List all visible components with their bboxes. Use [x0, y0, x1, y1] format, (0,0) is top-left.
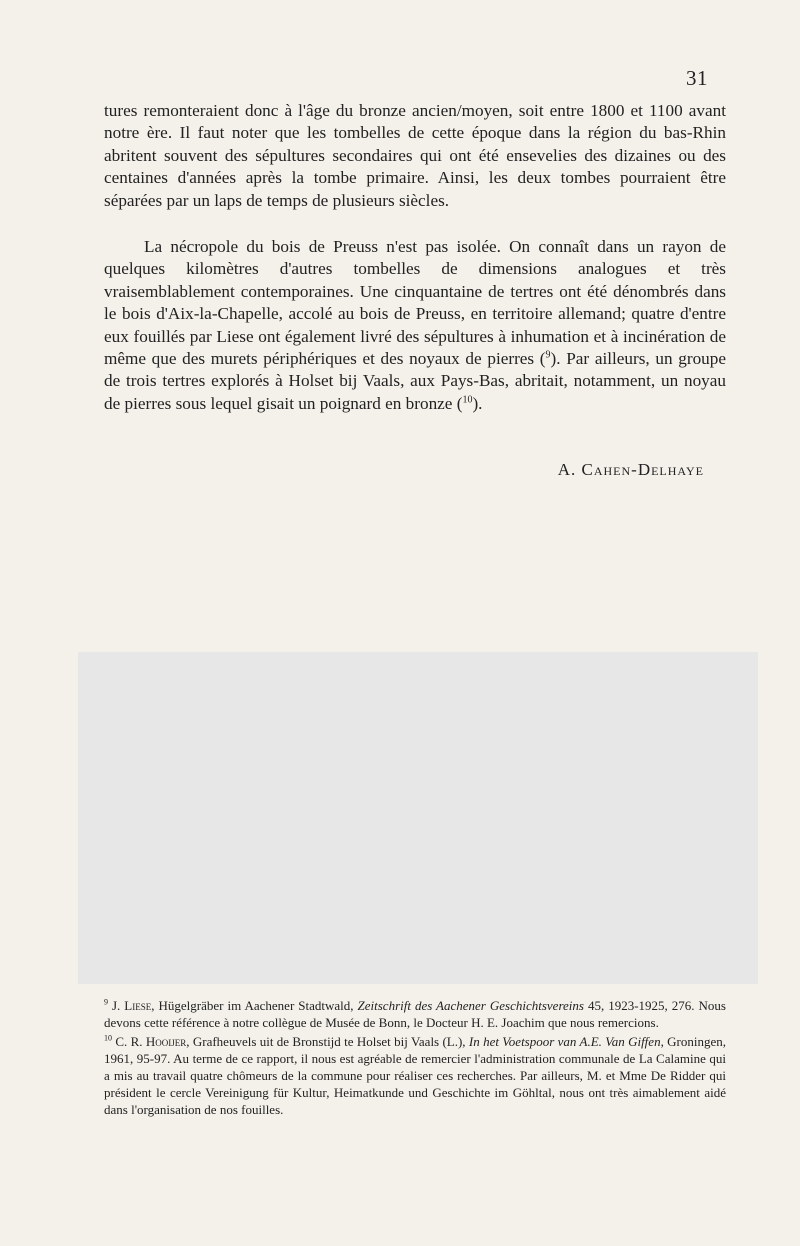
page-number: 31: [686, 66, 708, 90]
footnotes: [104, 997, 726, 1120]
paragraph-2: [104, 236, 726, 415]
paragraph-2-text-c: ).: [472, 393, 483, 413]
footnote-title: Zeitschrift des Aachener Geschichtsvereins: [357, 998, 584, 1013]
paragraph-1: tures remonteraient donc à l'âge du bronze ancien/moyen, soit entre 1800 et 1100 avant notre ère. Il faut noter que les tombelles de cette époque dans la région du bas-Rhin abritent souvent des sépultures secondaires qui ont été ensevelies des dizaines ou des centaines d'années après la tombe primaire. Ainsi, les deux tombes pourraient être séparées par un laps de temps de plusieurs siècles.: [104, 101, 726, 210]
footnote-9: [104, 997, 726, 1031]
footnote-ref-10: 10: [462, 394, 473, 406]
footnote-number: 9: [104, 997, 108, 1007]
footnote-ref-9: 9: [545, 349, 551, 361]
paragraph-2-text-b: ). Par ailleurs, un groupe de trois tertres explorés à Holset bij Vaals, aux Pays-Bas, abritait, notamment, un noyau de pierres sous lequel gisait un poignard en bronze (: [104, 349, 726, 413]
blank-plate-area: [78, 652, 758, 984]
main-text: [104, 100, 726, 415]
footnote-text: , Grafheuvels uit de Bronstijd te Holset bij Vaals (L.),: [186, 1034, 469, 1049]
footnote-author: C. R. Hooijer: [115, 1034, 187, 1049]
author-name: A. Cahen-Delhaye: [557, 460, 704, 479]
footnote-author: J. Liese: [112, 998, 152, 1013]
paragraph-2-text-a: La nécropole du bois de Preuss n'est pas isolée. On connaît dans un rayon de quelques kilomètres d'autres tombelles de dimensions analogues et très vraisemblablement contemporaines. Une cinquantaine de tertres ont été dénombrés dans le bois d'Aix-la-Chapelle, accolé au bois de Preuss, en territoire allemand; quatre d'entre eux fouillés par Liese ont également livré des sépultures à inhumation et à incinération de même que des murets périphériques et des noyaux de pierres (: [104, 237, 726, 369]
author-signature: [558, 460, 704, 480]
footnote-text: , Groningen, 1961, 95-97. Au terme de ce rapport, il nous est agréable de remercier l'administration communale de La Calamine qui a mis au travail quatre chômeurs de la commune pour réaliser ces recherches. Par ailleurs, M. et Mme De Ridder qui président le cercle Vereinigung für Kultur, Heimatkunde und Geschichte im Göhltal, nous ont très aimablement aidé dans l'organisation de nos fouilles.: [104, 1034, 727, 1117]
footnote-title: In het Voetspoor van A.E. Van Giffen: [468, 1034, 661, 1049]
footnote-text: , Hügelgräber im Aachener Stadtwald,: [151, 998, 358, 1013]
footnote-number: 10: [104, 1033, 112, 1043]
footnote-text: 45, 1923-1925, 276. Nous devons cette référence à notre collègue de Musée de Bonn, le Docteur H. E. Joachim que nous remercions.: [104, 998, 726, 1030]
footnote-10: [104, 1033, 726, 1118]
